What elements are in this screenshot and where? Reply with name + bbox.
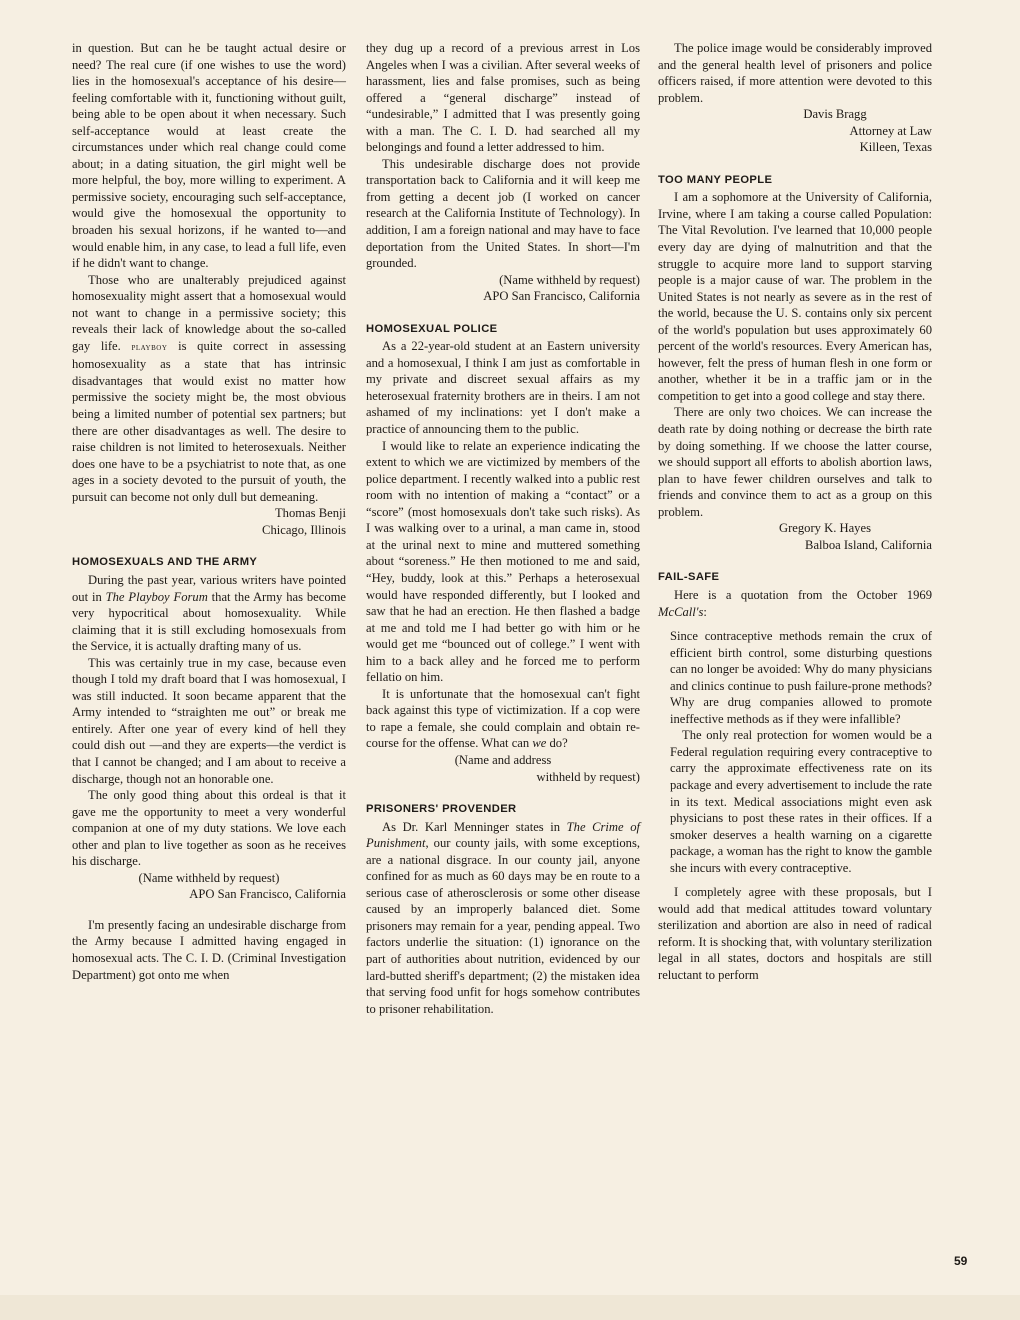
text: is quite correct in assessing homosexuality as a state that has intrinsic disadvantages that would exist no matter how permissive the society might be, the most obvious being a limited number of potential sex partners; but there are other disadvantages as well. The desire to raise children is not limited to heterosexuals. Neither does one have to be a psychiatrist to note that, as one ages in a society devoted to the pursuit of youth, the pursuit can become not only dull but demeaning. <box>72 338 346 504</box>
signature-name: (Name withheld by request) <box>499 272 640 287</box>
paragraph <box>72 272 346 506</box>
signature-line: withheld by request) <box>536 769 640 784</box>
paragraph <box>366 819 640 1018</box>
magazine-name: playboy <box>131 341 168 353</box>
text: Here is a quotation from the October 1969 <box>674 587 932 602</box>
paragraph <box>658 587 932 620</box>
paragraph: This was certainly true in my case, because even though I told my draft board that I was homosexual, I was still inducted. It soon became apparent that the Army intended to “straighten me out” or break me entirely. After one year of every kind of hell they could dish out —and they are experts—the verdict is that I cannot be changed; and I am about to receive a discharge, though not an honorable one. <box>72 655 346 786</box>
text: , our county jails, with some exceptions, are a national disgrace. In our county jail, anyone confined for as much as 60 days may be en route to a serious case of atherosclerosis or some other disease caused by an improperly balanced diet. Some prisoners may remain for a year, pending appeal. Two factors underlie the situation: (1) ignorance on the part of authorities about nutrition, evidenced by our lard-butted sheriff's department; (2) the mistaken idea that serving food unfit for hogs somehow contributes to prisoner rehabilitation. <box>366 836 640 1016</box>
paragraph: I would like to relate an experience indicating the extent to which we are victimized by members of the police department. I recently walked into a public rest room with no intention of making a “contact” or a “score” (most homosexuals don't take such risks). As I was walking over to a urinal, a man came in, stood at the urinal next to mine and muttered something about “soreness.” He then motioned to me and said, “Hey, buddy, look at this.” Perhaps a heterosexual would have responded differently, but I looked and saw that he had an erection. He then flashed a badge at me and told me I had better go with him or he would get me “bounced out of college.” I went with him to a back alley and he forced me to perform fellatio on him. <box>366 438 640 685</box>
column-1 <box>72 40 346 983</box>
signature-name: Thomas Benji <box>274 506 346 521</box>
signature-name: Gregory K. Hayes <box>779 521 871 536</box>
emphasis: we <box>532 736 547 751</box>
paragraph: There are only two choices. We can increase the death rate by doing nothing or decrease the birth rate by doing something. If we choose the latter course, we should support all efforts to abolish abortion laws, plan to have fewer children ourselves and talk to friends and convince them to act as a group on this problem. <box>658 405 932 519</box>
text: Those who are unalterably prejudiced against homosexuality might assert that a homosexual would not want to change in a permissive society; this reveals their lack of knowledge about the so-called gay life. <box>72 272 346 353</box>
paragraph: This undesirable discharge does not provide transportation back to California and it will keep me from getting a decent job (I worked on cancer research at the California Institute of Technology). In addition, I am a foreign national and may have to face deportation from the United States. In short—I'm grounded. <box>366 156 640 271</box>
signature-place: Killeen, Texas <box>859 140 932 155</box>
paragraph: The only good thing about this ordeal is that it gave me the opportunity to meet a very wonderful companion at one of my duty stations. We love each other and plan to live together as soon as he receives his discharge. <box>72 788 346 869</box>
signature-name: (Name withheld by request) <box>138 870 280 885</box>
spacer <box>72 903 346 917</box>
paragraph: As a 22-year-old student at an Eastern university and a homosexual, I think I am just as comfortable in my private and discreet sexual affairs as my heterosexual fraternity brothers are in theirs. I am not ashamed of my inclinations: yet I don't make a practice of announcing them to the public. <box>366 339 640 437</box>
quote-paragraph: The only real protection for women would be a Federal regulation requiring every contraceptive to carry the approximate effectiveness rate on its package and every advertisement to include the rate in its text. Medical associations might even ask physicians to post these rates in their offices. If a smoker deserves a health warning on a cigarette package, a woman has the right to know the gamble she incurs with every contraceptive. <box>670 728 932 875</box>
section-heading: TOO MANY PEOPLE <box>658 173 773 186</box>
paragraph: they dug up a record of a previous arrest in Los Angeles when I was a civilian. After several weeks of harassment, lies and false promises, such as being offered a “general discharge” instead of “undesirable,” I admitted that I was presently going with a man. The C. I. D. had searched all my belongings and found a letter addressed to him. <box>366 41 640 155</box>
publication-title: McCall's <box>658 604 704 619</box>
column-3 <box>658 40 932 984</box>
signature-line: (Name and address <box>454 752 552 767</box>
signature-name: Davis Bragg <box>803 107 867 122</box>
paragraph <box>366 686 640 752</box>
paragraph <box>72 572 346 655</box>
section-heading: PRISONERS' PROVENDER <box>366 803 517 816</box>
section-heading: HOMOSEXUAL POLICE <box>366 322 498 335</box>
text: that the Army has become very hypocritical about homosexuality. While claiming that it is still excluding homosexuals from the Service, it is actually drafting many of us. <box>72 589 347 654</box>
text: It is unfortunate that the homosexual can't fight back against this type of victimization. If a cop were to rape a female, she could complain and obtain recourse for the offense. What can <box>366 686 640 751</box>
quote-paragraph: Since contraceptive methods remain the crux of efficient birth control, some disturbing questions can no longer be avoided: Why do many physicians and clinics continue to push failure-prone methods? Why are drug companies allowed to promote ineffective methods as if they were infallible? <box>670 629 932 726</box>
signature-place: APO San Francisco, California <box>189 887 346 902</box>
signature-place: Balboa Island, California <box>805 537 932 552</box>
column-2 <box>366 40 640 1017</box>
book-title: The Crime of Punishment <box>366 819 640 851</box>
paragraph: I completely agree with these proposals, but I would add that medical attitudes toward voluntary sterilization and abortion are also in need of radical reform. It is shocking that, with voluntary sterilization legal in all states, doctors and hospitals are still reluctant to perform <box>658 885 932 982</box>
paragraph: I'm presently facing an undesirable discharge from the Army because I admitted having engaged in homosexual acts. The C. I. D. (Criminal Investigation Department) got onto me when <box>72 917 346 982</box>
publication-title: The Playboy Forum <box>105 589 208 604</box>
text: During the past year, various writers have pointed out in <box>72 572 346 604</box>
page-edge <box>0 1295 1020 1320</box>
paragraph: The police image would be considerably improved and the general health level of prisoners and police officers raised, if more attention were devoted to this problem. <box>658 41 932 105</box>
text: : <box>703 604 707 619</box>
signature-place: Chicago, Illinois <box>262 522 346 537</box>
paragraph: I am a sophomore at the University of California, Irvine, where I am taking a course called Population: The Vital Revolution. I've learned that 10,000 people every day are dying of malnutrition and that the struggle to acquire more land to support starving people is a major cause of war. The problem in the United States is not nearly as severe as in the rest of the world, because the U. S. contains only six percent of the world's population but uses approximately 60 percent of the world's resources. Every American has, however, felt the press of human flesh in one form or another, whether it be in a traffic jam or in the competition to get into a good college and stay there. <box>658 190 932 403</box>
signature-title: Attorney at Law <box>849 123 932 138</box>
signature-place: APO San Francisco, California <box>483 289 640 304</box>
section-heading: FAIL-SAFE <box>658 571 720 584</box>
section-heading: HOMOSEXUALS AND THE ARMY <box>72 556 258 569</box>
page-number: 59 <box>954 1254 968 1268</box>
text: do? <box>546 736 568 751</box>
block-quote <box>658 628 932 876</box>
paragraph: in question. But can he be taught actual desire or need? The real cure (if one wishes to use the word) lies in the homosexual's acceptance of his desire—feeling comfortable with it, functioning without guilt, being able to be open about it when necessary. Such self-acceptance would at least create the circumstances under which real change could come about; in a dating situation, the girl might well be more helpful, the boy, more willing to experiment. A permissive society, encouraging such self-acceptance, would give the homosexual the opportunity to broaden his sexual horizons, if he wanted to—and would enable him, in any case, to lead a full life, even if he didn't want to change. <box>72 41 346 271</box>
text: As Dr. Karl Menninger states in <box>382 819 567 834</box>
